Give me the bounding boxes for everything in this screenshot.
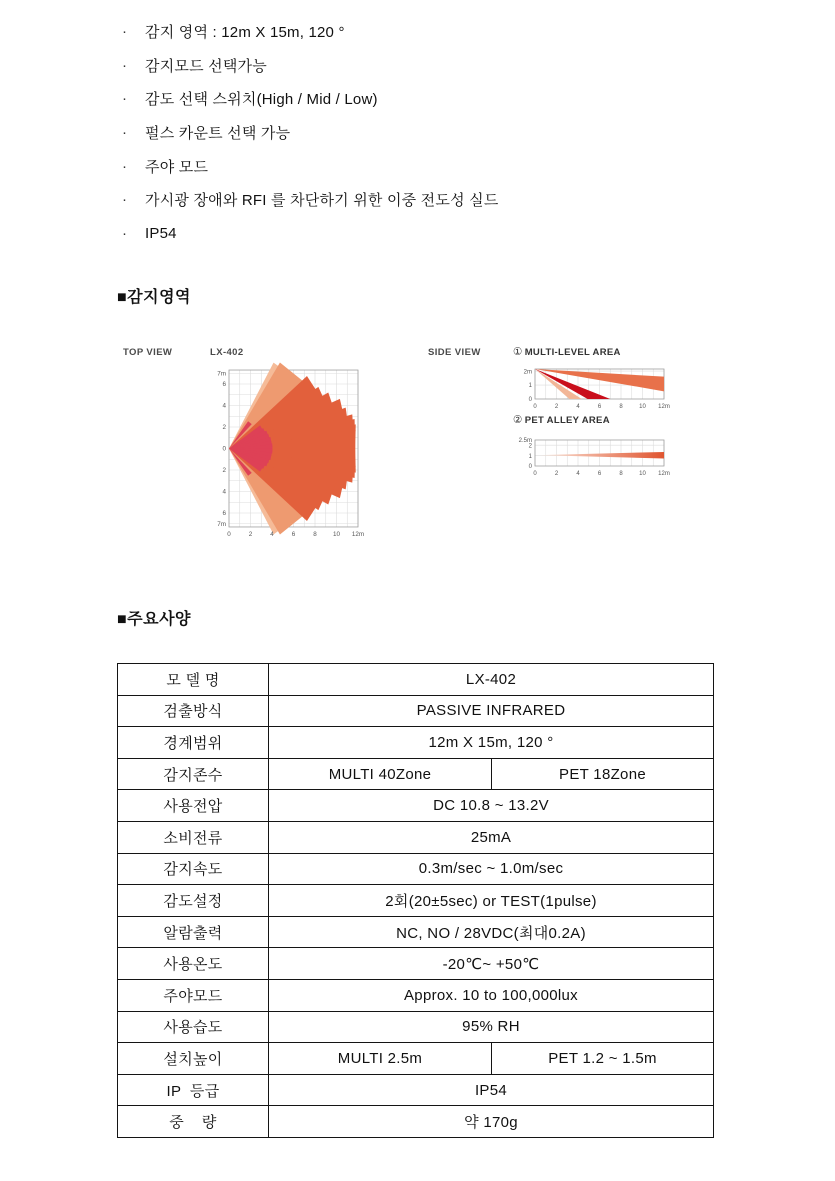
svg-text:2: 2	[554, 471, 559, 477]
multi-level-chart	[515, 364, 675, 414]
bullet-icon: ·	[122, 191, 128, 209]
spec-value-cell: PET 18Zone	[492, 758, 714, 790]
circled-two-icon: ②	[513, 414, 523, 426]
svg-text:2m: 2m	[523, 369, 532, 376]
spec-label-cell: 사용온도	[118, 948, 269, 980]
svg-text:0: 0	[222, 445, 226, 453]
spec-label-cell: 감도설정	[118, 885, 269, 917]
spec-value-cell: 0.3m/sec ~ 1.0m/sec	[269, 853, 714, 885]
spec-row	[118, 1043, 714, 1075]
svg-text:8: 8	[619, 471, 623, 477]
feature-text: 감지모드 선택가능	[145, 57, 267, 75]
multi-level-area-title: ① MULTI-LEVEL AREA	[513, 346, 621, 358]
svg-text:4: 4	[222, 488, 226, 496]
bullet-icon: ·	[122, 23, 128, 41]
spec-row	[118, 664, 714, 696]
svg-text:12m: 12m	[658, 404, 670, 410]
bullet-icon: ·	[122, 124, 128, 142]
bullet-icon: ·	[122, 224, 128, 242]
feature-text: 펄스 카운트 선택 가능	[145, 125, 291, 143]
feature-item	[122, 15, 499, 49]
svg-text:8: 8	[313, 530, 317, 538]
feature-text: 주야 모드	[145, 158, 209, 176]
spec-row	[118, 790, 714, 822]
spec-label-cell: IP 등급	[118, 1074, 269, 1106]
spec-label-cell: 알람출력	[118, 916, 269, 948]
circled-one-icon: ①	[513, 346, 523, 358]
feature-text: 가시광 장애와 RFI 를 차단하기 위한 이중 전도성 실드	[145, 192, 499, 210]
svg-text:6: 6	[222, 510, 226, 518]
svg-text:1: 1	[528, 383, 532, 390]
svg-text:0: 0	[533, 404, 537, 410]
spec-value-cell: PET 1.2 ~ 1.5m	[492, 1043, 714, 1075]
spec-value-cell: 2회(20±5sec) or TEST(1pulse)	[269, 885, 714, 917]
spec-value-cell: 95% RH	[269, 1011, 714, 1043]
svg-text:7m: 7m	[217, 520, 226, 528]
svg-text:7m: 7m	[217, 370, 226, 378]
spec-row	[118, 821, 714, 853]
spec-label-cell: 사용전압	[118, 790, 269, 822]
spec-row	[118, 916, 714, 948]
svg-text:6: 6	[597, 471, 602, 477]
model-label: LX-402	[210, 347, 244, 358]
section-header-specs: ■주요사양	[117, 611, 191, 628]
bullet-icon: ·	[122, 56, 128, 74]
spec-value-cell: MULTI 40Zone	[269, 758, 492, 790]
spec-row	[118, 695, 714, 727]
spec-label-cell: 검출방식	[118, 695, 269, 727]
svg-text:8: 8	[619, 404, 623, 410]
spec-value-cell: IP54	[269, 1074, 714, 1106]
top-view-label: TOP VIEW	[123, 347, 173, 358]
svg-text:2: 2	[222, 467, 226, 475]
spec-label-cell: 설치높이	[118, 1043, 269, 1075]
bullet-icon: ·	[122, 90, 128, 108]
feature-item	[122, 49, 499, 83]
svg-text:0: 0	[528, 397, 532, 404]
feature-item	[122, 183, 499, 217]
svg-text:0: 0	[533, 471, 537, 477]
svg-text:2: 2	[528, 443, 532, 450]
svg-text:4: 4	[270, 530, 274, 538]
spec-label-cell: 감지존수	[118, 758, 269, 790]
svg-text:4: 4	[222, 402, 226, 410]
spec-value-cell: NC, NO / 28VDC(최대0.2A)	[269, 916, 714, 948]
top-view-chart	[205, 362, 375, 544]
svg-text:6: 6	[291, 530, 296, 538]
spec-value-cell: 25mA	[269, 821, 714, 853]
side-view-label: SIDE VIEW	[428, 347, 481, 358]
svg-text:2.5m: 2.5m	[518, 438, 532, 445]
detection-beam	[539, 452, 664, 459]
pet-alley-area-title: ② PET ALLEY AREA	[513, 414, 610, 426]
svg-text:12m: 12m	[658, 471, 670, 477]
spec-row	[118, 1074, 714, 1106]
spec-value-cell: LX-402	[269, 664, 714, 696]
feature-list	[122, 15, 499, 250]
svg-text:1: 1	[528, 453, 532, 460]
bullet-icon: ·	[122, 157, 128, 175]
spec-label-cell: 사용습도	[118, 1011, 269, 1043]
spec-value-cell: DC 10.8 ~ 13.2V	[269, 790, 714, 822]
spec-row	[118, 1011, 714, 1043]
spec-value-cell: PASSIVE INFRARED	[269, 695, 714, 727]
spec-row	[118, 979, 714, 1011]
svg-text:2: 2	[554, 404, 559, 410]
spec-row	[118, 1106, 714, 1138]
spec-row	[118, 758, 714, 790]
feature-item	[122, 116, 499, 150]
feature-item	[122, 149, 499, 183]
spec-table	[117, 663, 714, 1138]
spec-label-cell: 소비전류	[118, 821, 269, 853]
spec-value-cell: Approx. 10 to 100,000lux	[269, 979, 714, 1011]
spec-value-cell: 약 170g	[269, 1106, 714, 1138]
spec-row	[118, 948, 714, 980]
svg-text:0: 0	[227, 530, 231, 538]
feature-text: IP54	[145, 224, 177, 242]
pet-alley-chart	[515, 434, 675, 482]
spec-row	[118, 727, 714, 759]
feature-text: 감도 선택 스위치(High / Mid / Low)	[145, 91, 378, 109]
spec-value-cell: -20℃~ +50℃	[269, 948, 714, 980]
spec-value-cell: 12m X 15m, 120 °	[269, 727, 714, 759]
svg-text:12m: 12m	[351, 530, 365, 538]
svg-text:10: 10	[332, 530, 341, 538]
svg-text:0: 0	[528, 464, 532, 471]
spec-label-cell: 감지속도	[118, 853, 269, 885]
svg-text:2: 2	[222, 424, 226, 432]
spec-label-cell: 중 량	[118, 1106, 269, 1138]
feature-item	[122, 217, 499, 251]
svg-text:10: 10	[639, 404, 646, 410]
svg-text:2: 2	[248, 530, 253, 538]
spec-label-cell: 모 델 명	[118, 664, 269, 696]
svg-text:6: 6	[222, 381, 226, 389]
svg-text:6: 6	[597, 404, 602, 410]
feature-text: 감지 영역 : 12m X 15m, 120 °	[145, 24, 345, 42]
feature-item	[122, 82, 499, 116]
svg-text:4: 4	[576, 471, 580, 477]
spec-value-cell: MULTI 2.5m	[269, 1043, 492, 1075]
spec-label-cell: 주야모드	[118, 979, 269, 1011]
spec-row	[118, 853, 714, 885]
spec-label-cell: 경계범위	[118, 727, 269, 759]
section-header-detection-area: ■감지영역	[117, 289, 191, 306]
spec-row	[118, 885, 714, 917]
svg-text:10: 10	[639, 471, 646, 477]
svg-text:4: 4	[576, 404, 580, 410]
